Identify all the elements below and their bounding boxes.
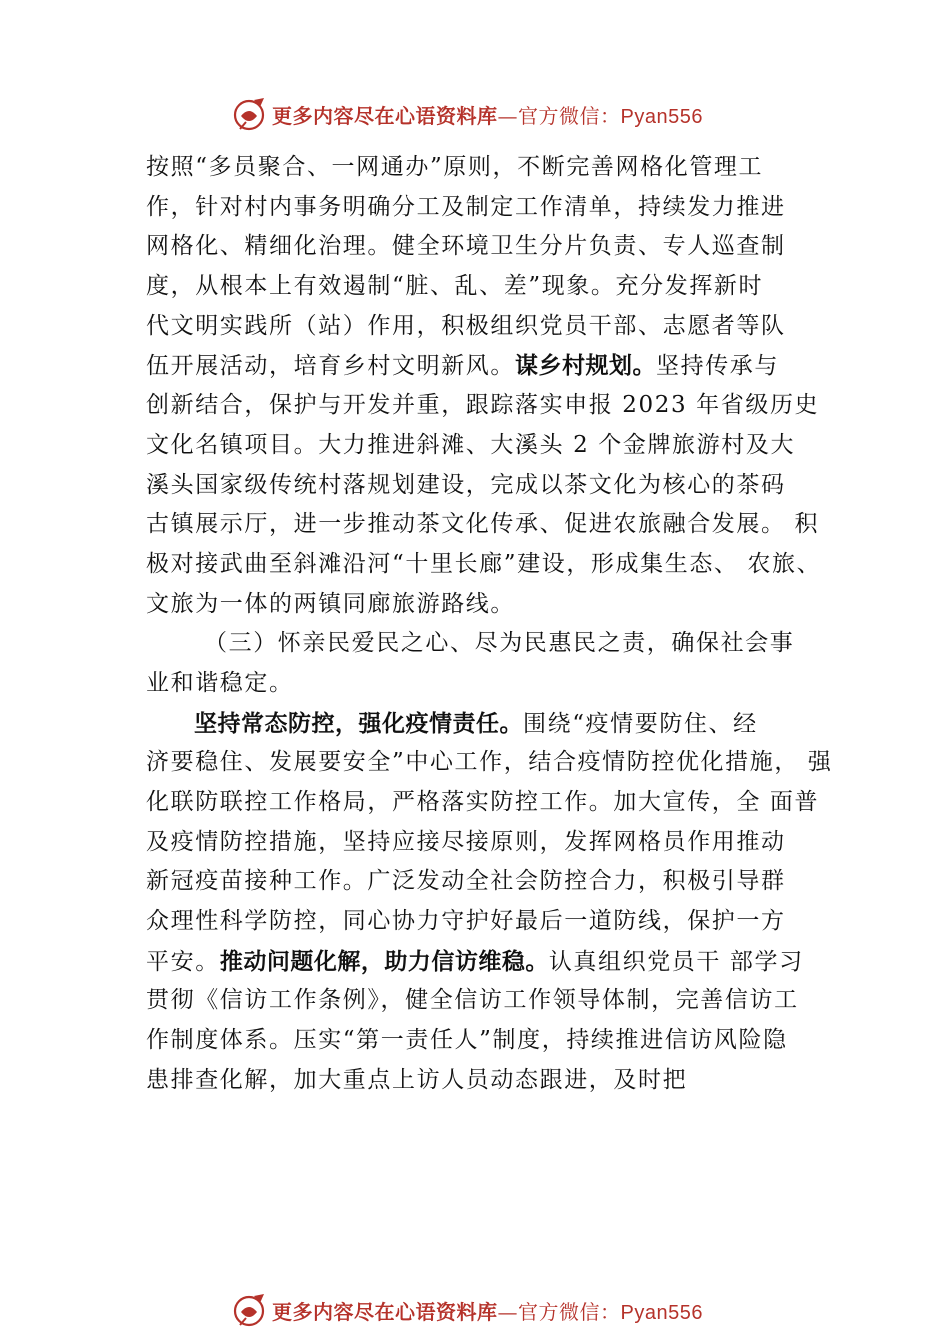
section-heading: （三）怀亲民爱民之心、尽为民惠民之责，确保社会事	[204, 630, 795, 657]
header-text	[272, 100, 703, 129]
footer-text	[272, 1296, 703, 1325]
text-segment: 平安。	[146, 948, 220, 975]
text-line: 化联防联控工作格局，严格落实防控工作。加大宣传，全 面普	[146, 789, 820, 815]
header-wechat-id: Pyan556	[620, 105, 703, 128]
logo-icon	[232, 96, 268, 132]
footer-banner	[232, 1290, 792, 1330]
document-body	[146, 148, 836, 1101]
text-line: 贯彻《信访工作条例》，健全信访工作领导体制，完善信访工	[146, 987, 799, 1014]
footer-separator: —	[497, 1299, 518, 1324]
logo-icon	[232, 1292, 268, 1328]
text-line: 作制度体系。压实“第一责任人”制度，持续推进信访风险隐	[146, 1027, 788, 1054]
text-line: 文化名镇项目。大力推进斜滩、大溪头 2 个金牌旅游村及大	[146, 431, 796, 458]
text-segment: 伍开展活动，培育乡村文明新风。	[146, 353, 515, 380]
text-line: 济要稳住、发展要安全”中心工作，结合疫情防控优化措施， 强	[146, 749, 833, 776]
text-line	[146, 942, 836, 982]
text-line: 极对接武曲至斜滩沿河“十里长廊”建设，形成集生态、 农旅、	[146, 550, 822, 577]
text-line: 代文明实践所（站）作用，积极组织党员干部、志愿者等队	[146, 312, 786, 339]
text-line: 溪头国家级传统村落规划建设，完成以茶文化为核心的茶码	[146, 471, 786, 498]
footer-wechat-label: 官方微信：	[518, 1299, 621, 1324]
bold-heading: 坚持常态防控，强化疫情责任。	[194, 709, 523, 737]
text-line	[146, 346, 836, 386]
text-line: 网格化、精细化治理。健全环境卫生分片负责、专人巡查制	[146, 233, 786, 260]
header-banner	[232, 94, 792, 134]
text-line: 新冠疫苗接种工作。广泛发动全社会防控合力，积极引导群	[146, 868, 786, 895]
text-segment: 认真组织党员干 部学习	[548, 948, 804, 975]
text-line: 创新结合，保护与开发并重，跟踪落实申报 2023 年省级历史	[146, 392, 820, 419]
header-separator: —	[497, 103, 518, 128]
text-segment: 围绕“疫情要防住、经	[523, 710, 758, 737]
header-wechat-label: 官方微信：	[518, 103, 621, 128]
text-line: 度，从根本上有效遏制“脏、乱、差”现象。充分发挥新时	[146, 273, 764, 300]
section-heading-cont: 业和谐稳定。	[146, 669, 294, 696]
text-line: 及疫情防控措施，坚持应接尽接原则，发挥网格员作用推动	[146, 828, 786, 855]
text-line	[146, 704, 836, 744]
text-line: 作，针对村内事务明确分工及制定工作清单，持续发力推进	[146, 193, 786, 220]
text-segment: 坚持传承与	[656, 353, 779, 380]
footer-brand: 更多内容尽在心语资料库	[272, 1299, 498, 1324]
footer-wechat-id: Pyan556	[620, 1301, 703, 1324]
bold-heading: 谋乡村规划。	[515, 352, 656, 380]
text-line: 众理性科学防控，同心协力守护好最后一道防线，保护一方	[146, 908, 786, 935]
text-line: 患排查化解，加大重点上访人员动态跟进，及时把	[146, 1066, 688, 1093]
text-line: 古镇展示厅，进一步推动茶文化传承、促进农旅融合发展。 积	[146, 511, 820, 538]
bold-heading: 推动问题化解，助力信访维稳。	[219, 947, 549, 975]
text-line: 按照“多员聚合、一网通办”原则，不断完善网格化管理工	[146, 154, 764, 180]
text-line: 文旅为一体的两镇同廊旅游路线。	[146, 590, 515, 617]
header-brand: 更多内容尽在心语资料库	[272, 103, 498, 128]
